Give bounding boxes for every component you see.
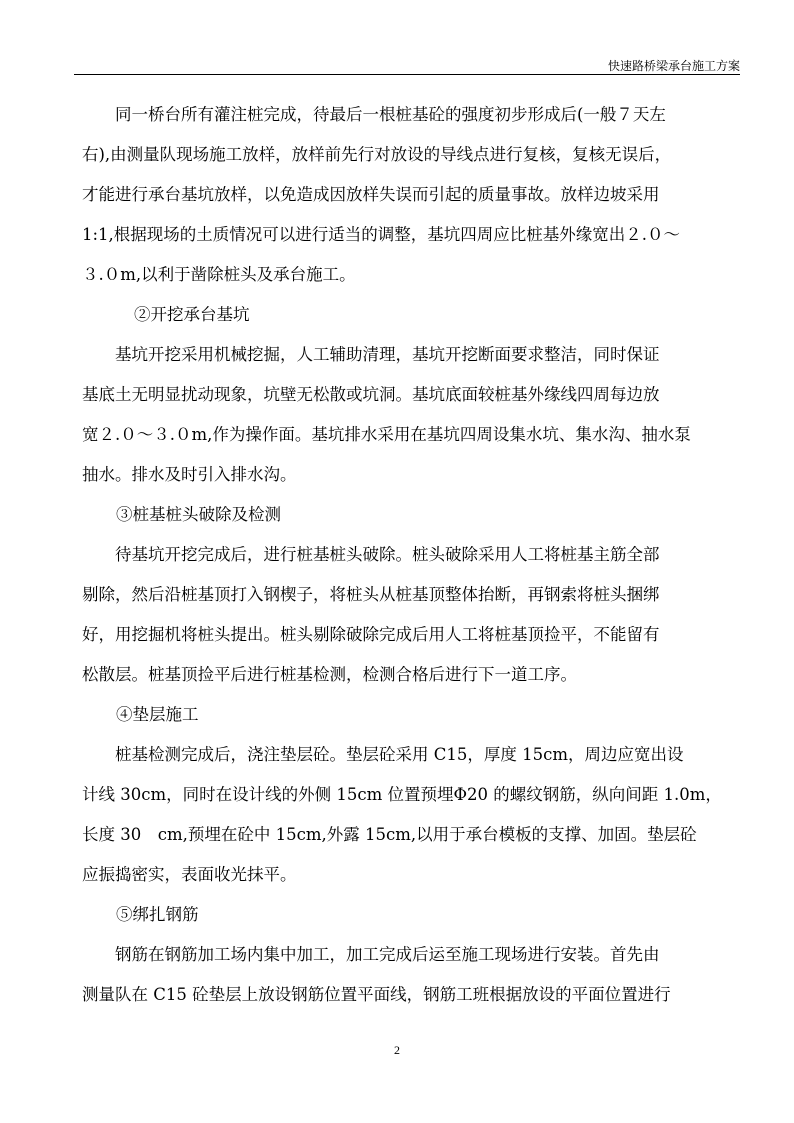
body-line: 计线 30cm，同时在设计线的外侧 15cm 位置预埋Φ20 的螺纹钢筋，纵向间距 1.0m， <box>82 785 722 804</box>
body-line: 基底土无明显扰动现象，坑壁无松散或坑洞。基坑底面较桩基外缘线四周每边放 <box>82 385 660 404</box>
section-heading: ②开挖承台基坑 <box>134 305 250 324</box>
body-line: 剔除，然后沿桩基顶打入钢楔子，将桩头从桩基顶整体抬断，再钢索将桩头捆绑 <box>82 585 660 604</box>
section-heading: ④垫层施工 <box>116 705 199 724</box>
body-line: 应振捣密实，表面收光抹平。 <box>82 865 297 884</box>
body-line: ３.０m,以利于凿除桩头及承台施工。 <box>82 265 356 284</box>
body-line: 同一桥台所有灌注桩完成，待最后一根桩基砼的强度初步形成后(一般７天左 <box>82 105 666 124</box>
section-heading: ③桩基桩头破除及检测 <box>116 505 281 524</box>
body-line: 右),由测量队现场施工放样，放样前先行对放设的导线点进行复核，复核无误后， <box>82 145 672 164</box>
body-line: 桩基检测完成后，浇注垫层砼。垫层砼采用 C15，厚度 15cm，周边应宽出设 <box>82 745 684 764</box>
body-line: 基坑开挖采用机械挖掘，人工辅助清理，基坑开挖断面要求整洁，同时保证 <box>82 345 660 364</box>
body-line: 好，用挖掘机将桩头提出。桩头剔除破除完成后用人工将桩基顶捡平，不能留有 <box>82 625 660 644</box>
body-line: 待基坑开挖完成后，进行桩基桩头破除。桩头破除采用人工将桩基主筋全部 <box>82 545 660 564</box>
body-line: 抽水。排水及时引入排水沟。 <box>82 465 297 484</box>
body-line: 宽２.０～３.０m,作为操作面。基坑排水采用在基坑四周设集水坑、集水沟、抽水泵 <box>82 425 691 444</box>
header-title: 快速路桥梁承台施工方案 <box>607 59 740 73</box>
page-number: 2 <box>394 1043 400 1057</box>
body-line: 钢筋在钢筋加工场内集中加工，加工完成后运至施工现场进行安装。首先由 <box>82 945 660 964</box>
body-line: 长度 30 cm,预埋在砼中 15cm,外露 15cm,以用于承台模板的支撑、加固。垫层砼 <box>82 825 697 844</box>
body-line: 松散层。桩基顶捡平后进行桩基检测，检测合格后进行下一道工序。 <box>82 665 577 684</box>
section-heading: ⑤绑扎钢筋 <box>116 905 199 924</box>
header-rule <box>74 74 740 75</box>
document-body <box>82 95 742 1015</box>
body-line: 1:1,根据现场的土质情况可以进行适当的调整，基坑四周应比桩基外缘宽出２.０～ <box>82 225 681 244</box>
body-line: 才能进行承台基坑放样，以免造成因放样失误而引起的质量事故。放样边坡采用 <box>82 185 660 204</box>
body-line: 测量队在 C15 砼垫层上放设钢筋位置平面线，钢筋工班根据放设的平面位置进行 <box>82 985 671 1004</box>
